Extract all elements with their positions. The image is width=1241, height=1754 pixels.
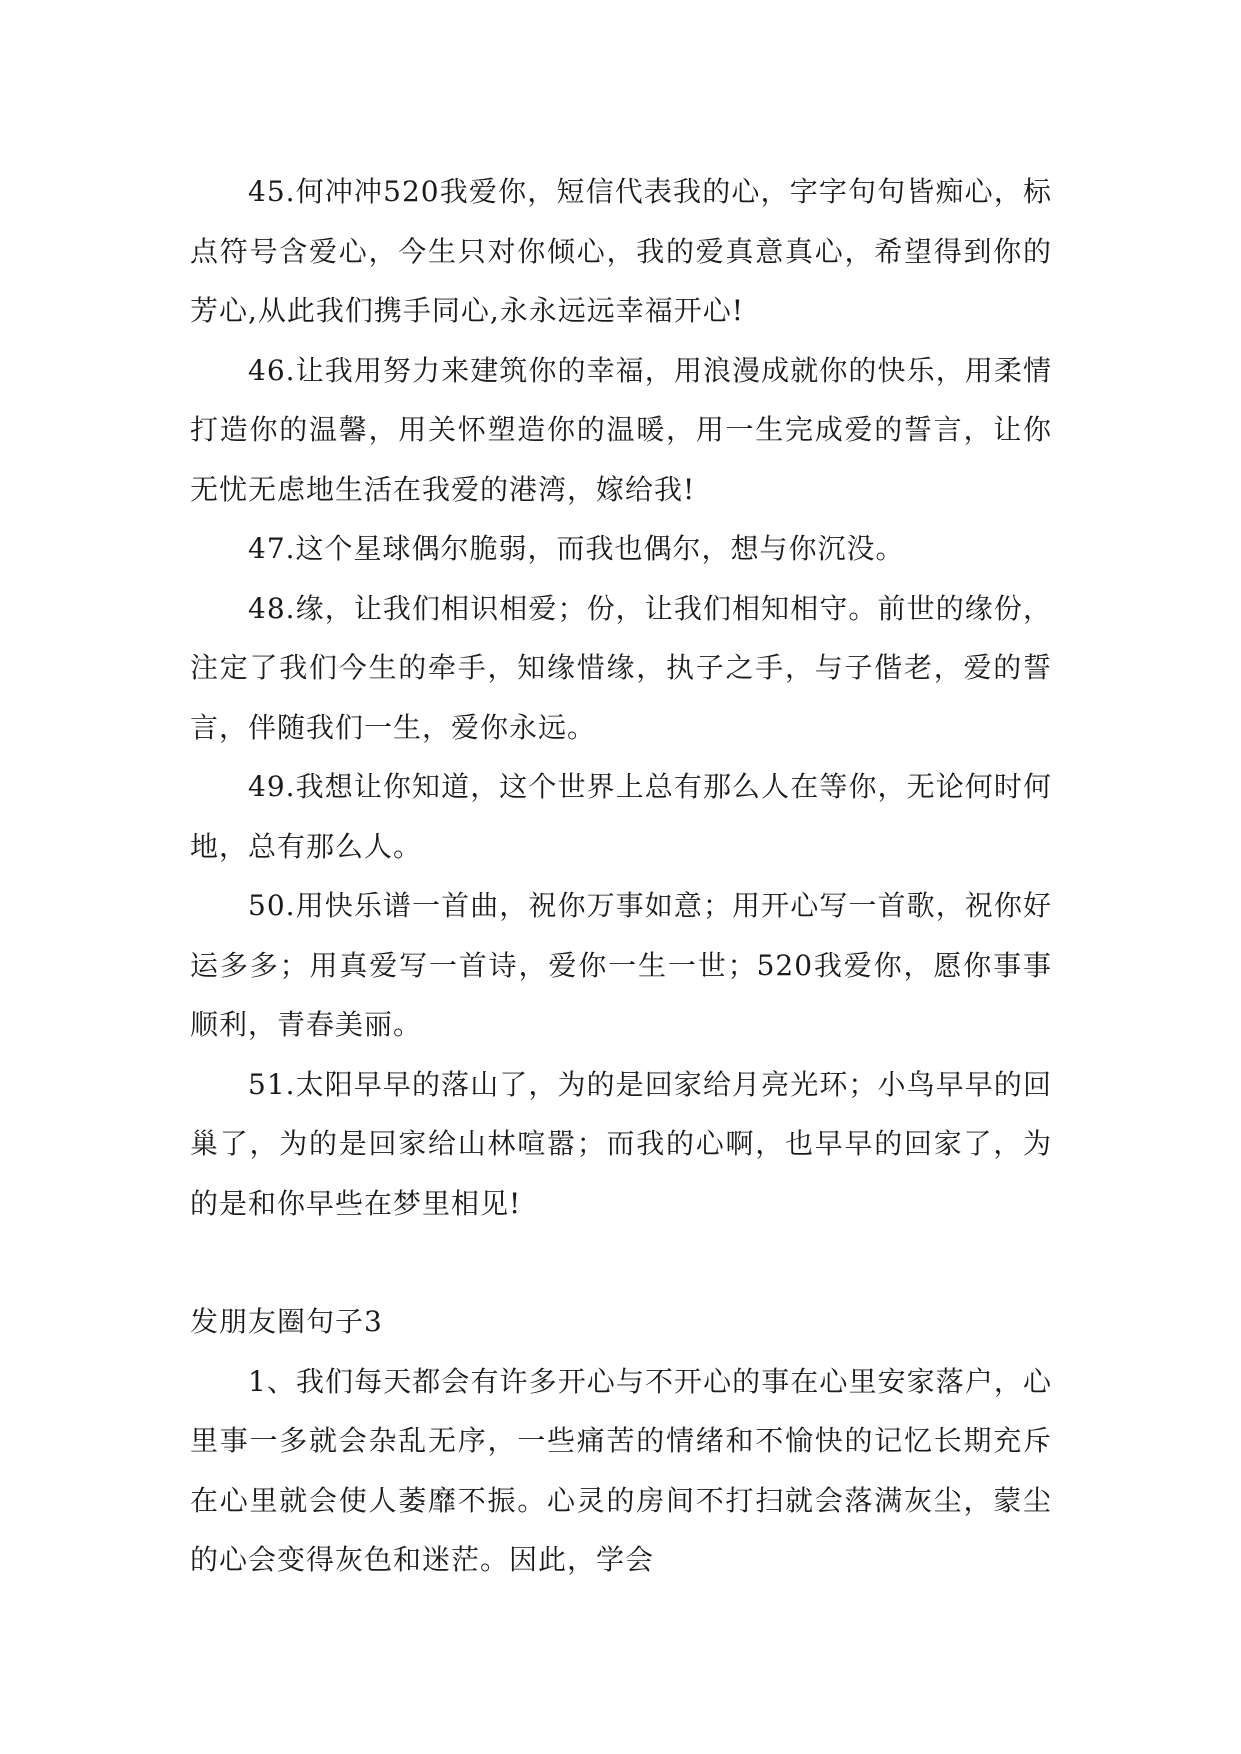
- paragraph-45: 45.何冲冲520我爱你，短信代表我的心，字字句句皆痴心，标点符号含爱心，今生只对你倾心，我的爱真意真心，希望得到你的芳心,从此我们携手同心,永永远远幸福开心!: [190, 175, 1052, 327]
- paragraph-51: 51.太阳早早的落山了，为的是回家给月亮光环；小鸟早早的回巢了，为的是回家给山林喧嚣；而我的心啊，也早早的回家了，为的是和你早些在梦里相见!: [190, 1067, 1052, 1220]
- paragraph-48: 48.缘，让我们相识相爱；份，让我们相知相守。前世的缘份，注定了我们今生的牵手，知缘惜缘，执子之手，与子偕老，爱的誓言，伴随我们一生，爱你永远。: [190, 591, 1052, 744]
- paragraph-46: 46.让我用努力来建筑你的幸福，用浪漫成就你的快乐，用柔情打造你的温馨，用关怀塑造你的温暖，用一生完成爱的誓言，让你无忧无虑地生活在我爱的港湾，嫁给我!: [190, 353, 1052, 506]
- paragraph-47: 47.这个星球偶尔脆弱，而我也偶尔，想与你沉没。: [248, 532, 905, 565]
- document-body: [190, 162, 1052, 1590]
- section-heading: 发朋友圈句子3: [190, 1305, 383, 1338]
- paragraph-49: 49.我想让你知道，这个世界上总有那么人在等你，无论何时何地，总有那么人。: [190, 770, 1052, 863]
- paragraph-50: 50.用快乐谱一首曲，祝你万事如意；用开心写一首歌，祝你好运多多；用真爱写一首诗，爱你一生一世；520我爱你，愿你事事顺利，青春美丽。: [190, 889, 1052, 1041]
- paragraph-1: 1、我们每天都会有许多开心与不开心的事在心里安家落户，心里事一多就会杂乱无序，一些痛苦的情绪和不愉快的记忆长期充斥在心里就会使人萎靡不振。心灵的房间不打扫就会落满灰尘，蒙尘的心会变得灰色和迷茫。因此，学会: [190, 1364, 1052, 1576]
